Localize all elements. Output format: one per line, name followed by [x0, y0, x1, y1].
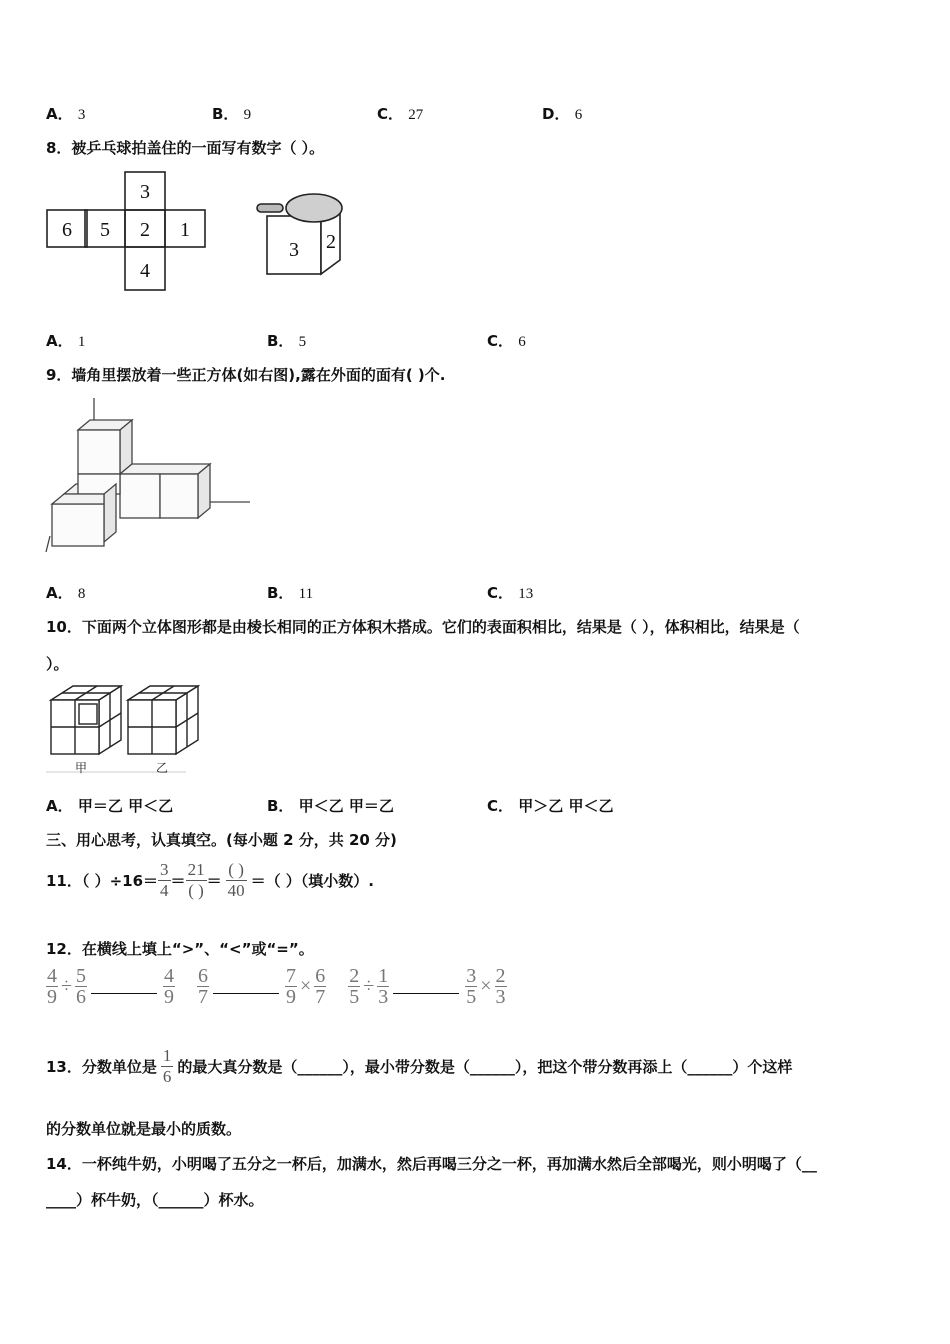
- operator: ÷: [363, 974, 375, 997]
- numerator: 3: [466, 964, 477, 987]
- numerator: 6: [315, 964, 326, 987]
- net-face-label: 6: [62, 219, 72, 241]
- equals-sign: ＝: [206, 871, 222, 890]
- denominator: 9: [163, 985, 174, 1008]
- fraction: [465, 966, 477, 1007]
- option-value: 13: [518, 586, 534, 602]
- q8-text: 8．被乒乓球拍盖住的一面写有数字（ ）。: [46, 139, 325, 157]
- option-value: 6: [518, 334, 526, 350]
- q9-option-b: [267, 582, 313, 603]
- numerator: 7: [285, 964, 296, 987]
- numerator: 3: [160, 859, 169, 879]
- option-value: 甲＜乙 甲＝乙: [298, 797, 394, 815]
- cube-side-label: 2: [326, 231, 336, 253]
- q14-line1: 14．一杯纯牛奶，小明喝了五分之一杯后，加满水，然后再喝三分之一杯，再加满水然后全部喝光，则小明喝了（__: [46, 1155, 817, 1173]
- q12-text: 12．在横线上填上“>”、“<”或“=”。: [46, 940, 314, 958]
- answer-blank[interactable]: [213, 979, 279, 994]
- net-face-top-label: 3: [140, 181, 150, 203]
- q10-option-b: [267, 795, 394, 816]
- fraction: [186, 860, 207, 901]
- cube-front-label: 3: [289, 239, 299, 261]
- option-key: A．: [46, 105, 73, 123]
- label-jia: 甲: [74, 761, 88, 775]
- numerator: 5: [75, 964, 86, 987]
- option-key: C．: [487, 332, 514, 350]
- fraction: [161, 1046, 174, 1087]
- q10-option-c: [487, 795, 613, 816]
- option-key: B．: [212, 105, 239, 123]
- option-key: A．: [46, 797, 73, 815]
- option-key: B．: [267, 584, 294, 602]
- corner-cubes-figure: [44, 396, 254, 556]
- q11: [46, 852, 374, 908]
- paddle-handle: [257, 204, 283, 212]
- q8-option-c: [487, 330, 526, 351]
- q7-option-a: [46, 103, 85, 124]
- option-value: 9: [243, 107, 252, 123]
- option-value: 6: [574, 107, 583, 123]
- cube-net-figure: [44, 170, 214, 296]
- fraction: [495, 966, 507, 1007]
- numerator: 1: [378, 964, 389, 987]
- q7-option-d: [542, 103, 582, 124]
- option-value: 11: [298, 586, 314, 602]
- q9-option-a: [46, 582, 85, 603]
- fraction: [158, 860, 171, 901]
- q9-text: 9．墙角里摆放着一些正方体(如右图),露在外面的面有( )个.: [46, 366, 446, 384]
- answer-blank[interactable]: [91, 979, 157, 994]
- ping-pong-paddle: [286, 194, 342, 222]
- option-value: 5: [298, 334, 307, 350]
- q12-expressions: [46, 964, 507, 1008]
- option-value: 甲＝乙 甲＜乙: [77, 797, 174, 815]
- label-yi: 乙: [155, 761, 169, 775]
- denominator: 40: [227, 880, 245, 900]
- covered-cube-figure: [254, 190, 354, 280]
- denominator: 9: [47, 985, 57, 1008]
- numerator: 6: [197, 964, 208, 987]
- q10-text-line2: ）。: [46, 655, 69, 673]
- fraction: [46, 966, 58, 1007]
- operator: ×: [299, 974, 312, 997]
- operator: ×: [480, 974, 492, 997]
- q13: [46, 1026, 792, 1106]
- section-3-title: 三、用心思考，认真填空。(每小题 2 分，共 20 分): [46, 831, 397, 849]
- denominator: 9: [285, 985, 296, 1008]
- denominator: ( ): [188, 880, 204, 900]
- fraction: [348, 966, 360, 1007]
- q8-option-a: [46, 330, 85, 351]
- net-face-label: 2: [140, 219, 150, 241]
- fraction: [75, 966, 87, 1007]
- option-value: 27: [408, 107, 424, 123]
- q11-suffix: ＝（ ）（填小数）.: [250, 871, 374, 890]
- q9-option-c: [487, 582, 533, 603]
- net-face-bottom-label: 4: [140, 260, 150, 282]
- fraction: [197, 966, 209, 1007]
- option-key: C．: [377, 105, 404, 123]
- answer-blank[interactable]: [393, 979, 459, 994]
- numerator: ( ): [226, 860, 247, 881]
- fraction: [314, 966, 326, 1007]
- q11-prefix: 11．（ ）÷16＝: [46, 871, 159, 890]
- option-key: B．: [267, 332, 294, 350]
- numerator: 2: [495, 964, 506, 987]
- q7-option-b: [212, 103, 251, 124]
- option-key: C．: [487, 584, 514, 602]
- denominator: 6: [75, 985, 86, 1008]
- option-key: A．: [46, 332, 73, 350]
- denominator: 3: [495, 985, 506, 1008]
- option-value: 甲＞乙 甲＜乙: [518, 797, 614, 815]
- numerator: 2: [349, 964, 360, 987]
- option-value: 3: [77, 107, 86, 123]
- option-value: 1: [77, 334, 86, 350]
- q10-text-line1: 10．下面两个立体图形都是由棱长相同的正方体积木搭成。它们的表面积相比，结果是（ ），体积相比，结果是（: [46, 618, 800, 636]
- denominator: 6: [162, 1066, 172, 1086]
- net-face-label: 1: [180, 219, 190, 241]
- fraction: [226, 860, 247, 901]
- denominator: 5: [349, 985, 360, 1008]
- option-key: A．: [46, 584, 73, 602]
- denominator: 7: [315, 985, 326, 1008]
- q13-prefix: 13．分数单位是: [46, 1057, 157, 1076]
- numerator: 1: [162, 1045, 172, 1065]
- q14-line2: ____）杯牛奶，（______）杯水。: [46, 1191, 264, 1209]
- denominator: 3: [378, 985, 389, 1008]
- q13-line2: 的分数单位就是最小的质数。: [46, 1120, 242, 1138]
- denominator: 5: [466, 985, 477, 1008]
- denominator: 4: [160, 880, 169, 900]
- numerator: 4: [163, 964, 174, 987]
- fraction: [163, 966, 175, 1007]
- numerator: 21: [187, 859, 205, 879]
- q10-option-a: [46, 795, 173, 816]
- q8-option-b: [267, 330, 306, 351]
- operator: ÷: [61, 974, 72, 997]
- numerator: 4: [47, 964, 57, 987]
- net-face-label: 5: [100, 219, 110, 241]
- cube-stacks-figure: [46, 682, 206, 777]
- option-key: B．: [267, 797, 294, 815]
- q13-suffix: 的最大真分数是（______），最小带分数是（______），把这个带分数再添上（______）个这样: [177, 1057, 793, 1076]
- option-key: D．: [542, 105, 570, 123]
- denominator: 7: [197, 985, 208, 1008]
- fraction: [377, 966, 389, 1007]
- option-value: 8: [77, 586, 86, 602]
- fraction: [285, 966, 297, 1007]
- option-key: C．: [487, 797, 514, 815]
- equals-sign: ＝: [170, 871, 186, 890]
- q7-option-c: [377, 103, 423, 124]
